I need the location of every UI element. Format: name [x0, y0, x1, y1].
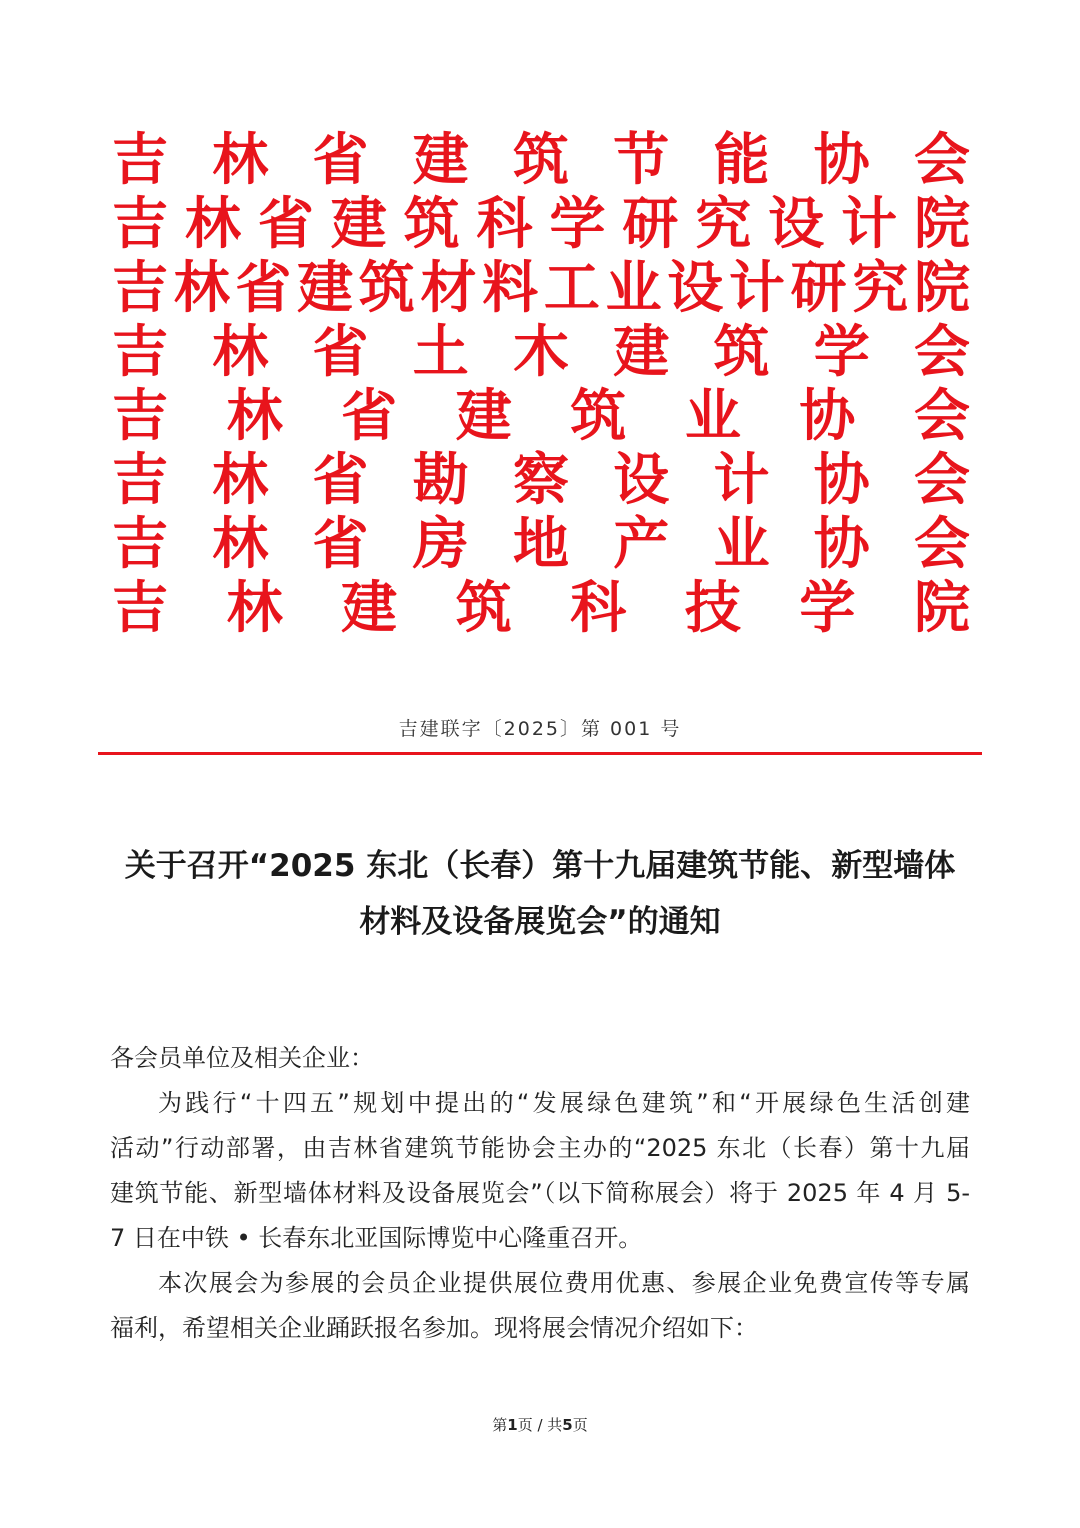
org-char: 业: [684, 383, 741, 449]
notice-title: [100, 838, 980, 950]
org-char: 院: [913, 255, 970, 321]
org-char: 协: [813, 127, 870, 193]
org-char: 协: [813, 447, 870, 513]
org-char: 料: [482, 255, 539, 321]
org-char: 建: [455, 383, 512, 449]
org-char: 计: [841, 191, 898, 257]
org-char: 会: [914, 447, 970, 513]
org-char: 吉: [112, 447, 168, 513]
org-char: 院: [913, 191, 970, 257]
org-char: 会: [914, 511, 970, 577]
paragraph-line: 活动”行动部署，由吉林省建筑节能协会主办的“2025 东北（长春）第十九届: [110, 1134, 970, 1162]
org-char: 究: [695, 191, 752, 257]
paragraph-1: [110, 1081, 970, 1261]
org-char: 筑: [358, 255, 415, 321]
org-char: 省: [257, 191, 314, 257]
org-char: 协: [799, 383, 856, 449]
org-char: 林: [212, 447, 269, 513]
title-line-1: 关于召开“2025 东北（长春）第十九届建筑节能、新型墙体: [124, 848, 956, 884]
document-number: 吉建联字〔2025〕第 001 号: [398, 718, 682, 740]
issuing-organizations-header: [112, 128, 970, 640]
org-char: 会: [914, 127, 970, 193]
org-char: 省: [312, 447, 369, 513]
org-char: 建: [341, 575, 398, 641]
paragraph-line: 为践行“十四五”规划中提出的“发展绿色建筑”和“开展绿色生活创建: [158, 1089, 970, 1117]
org-char: 木: [513, 319, 569, 385]
org-char: 筑: [713, 319, 770, 385]
org-name-line: [112, 320, 970, 384]
org-char: 技: [684, 575, 741, 641]
org-char: 科: [476, 191, 533, 257]
org-char: 建: [297, 255, 354, 321]
org-char: 省: [235, 255, 292, 321]
org-char: 产: [613, 511, 670, 577]
org-char: 省: [312, 319, 369, 385]
page-suffix: 页: [572, 1416, 588, 1434]
salutation: 各会员单位及相关企业：: [110, 1044, 374, 1072]
org-char: 设: [667, 255, 724, 321]
org-char: 究: [852, 255, 909, 321]
org-char: 学: [799, 575, 856, 641]
org-char: 工: [543, 255, 600, 321]
org-char: 吉: [112, 319, 168, 385]
org-char: 会: [913, 383, 970, 449]
current-page-number: 1: [507, 1416, 518, 1434]
org-name-line: [112, 512, 970, 576]
org-name-line: [112, 384, 970, 448]
org-char: 吉: [112, 191, 168, 257]
org-char: 计: [713, 447, 770, 513]
org-char: 研: [790, 255, 847, 321]
org-char: 院: [913, 575, 970, 641]
org-char: 筑: [403, 191, 460, 257]
org-char: 林: [212, 127, 269, 193]
total-page-number: 5: [562, 1416, 573, 1434]
org-char: 设: [613, 447, 670, 513]
org-name-line: [112, 448, 970, 512]
red-divider-line: [98, 752, 982, 755]
org-char: 林: [212, 511, 269, 577]
org-char: 节: [613, 127, 670, 193]
org-char: 筑: [513, 127, 569, 193]
org-char: 省: [312, 511, 369, 577]
org-char: 科: [570, 575, 627, 641]
org-name-line: [112, 128, 970, 192]
org-char: 设: [768, 191, 825, 257]
org-char: 建: [330, 191, 387, 257]
org-char: 察: [513, 447, 569, 513]
org-char: 林: [173, 255, 230, 321]
org-char: 林: [226, 383, 283, 449]
notice-body: [110, 1036, 970, 1351]
org-char: 吉: [112, 127, 168, 193]
paragraph-line: 福利，希望相关企业踊跃报名参加。现将展会情况介绍如下：: [110, 1314, 758, 1342]
org-char: 学: [549, 191, 606, 257]
org-char: 林: [184, 191, 241, 257]
paragraph-line: 7 日在中铁 • 长春东北亚国际博览中心隆重召开。: [110, 1224, 643, 1252]
org-char: 勘: [412, 447, 469, 513]
org-char: 会: [914, 319, 970, 385]
org-char: 土: [412, 319, 469, 385]
org-char: 省: [312, 127, 369, 193]
org-char: 省: [341, 383, 398, 449]
org-char: 业: [713, 511, 770, 577]
org-char: 能: [713, 127, 770, 193]
org-char: 学: [813, 319, 870, 385]
page-prefix: 第: [492, 1416, 508, 1434]
org-name-line: [112, 576, 970, 640]
org-char: 吉: [112, 511, 168, 577]
page-separator: 页 / 共: [517, 1416, 563, 1434]
paragraph-line: 建筑节能、新型墙体材料及设备展览会”（以下简称展会）将于 2025 年 4 月 5-: [110, 1179, 970, 1207]
org-char: 业: [605, 255, 662, 321]
org-char: 房: [412, 511, 469, 577]
org-name-line: [112, 256, 970, 320]
org-char: 协: [813, 511, 870, 577]
title-line-2: 材料及设备展览会”的通知: [359, 904, 721, 940]
org-char: 建: [412, 127, 469, 193]
org-char: 地: [513, 511, 569, 577]
org-char: 吉: [112, 575, 168, 641]
page-indicator: [0, 1414, 1080, 1435]
org-char: 林: [212, 319, 269, 385]
org-char: 吉: [112, 255, 168, 321]
org-char: 计: [728, 255, 785, 321]
org-char: 研: [622, 191, 679, 257]
org-name-line: [112, 192, 970, 256]
org-char: 筑: [570, 383, 627, 449]
org-char: 林: [226, 575, 283, 641]
paragraph-line: 本次展会为参展的会员企业提供展位费用优惠、参展企业免费宣传等专属: [158, 1269, 970, 1297]
org-char: 筑: [455, 575, 512, 641]
org-char: 材: [420, 255, 477, 321]
org-char: 建: [613, 319, 670, 385]
paragraph-2: [110, 1261, 970, 1351]
org-char: 吉: [112, 383, 168, 449]
